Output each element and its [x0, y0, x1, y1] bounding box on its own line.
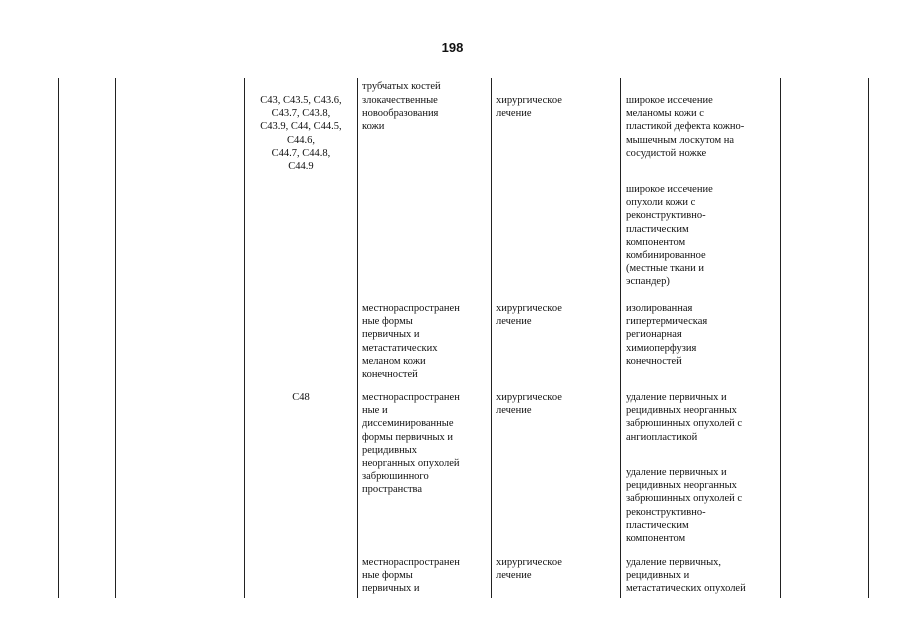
diagnosis-cell: местнораспространен ные формы первичных и метастатических меланом кожи конечностей — [362, 303, 460, 381]
method-cell: удаление первичных и рецидивных неорганных забрюшинных опухолей с реконструктивно- пластическим компонентом — [626, 467, 743, 545]
diagnosis-cell: местнораспространен ные формы первичных и — [362, 557, 460, 595]
column-divider — [491, 78, 492, 598]
treatment-cell: хирургическое лечение — [496, 392, 562, 417]
treatment-cell: хирургическое лечение — [496, 95, 562, 120]
column-divider — [620, 78, 621, 598]
diagnosis-cell: трубчатых костей — [362, 81, 441, 92]
column-divider — [780, 78, 781, 598]
method-cell: удаление первичных, рецидивных и метастатических опухолей — [626, 557, 746, 595]
method-cell: широкое иссечение меланомы кожи с пластикой дефекта кожно- мышечным лоскутом на сосудистой ножке — [626, 95, 745, 159]
column-divider — [58, 78, 59, 598]
icd-codes-cell: C48 — [292, 392, 310, 403]
page-number: 198 — [441, 40, 464, 55]
method-cell: широкое иссечение опухоли кожи с реконструктивно- пластическим компонентом комбинированное (местные ткани и эспандер) — [626, 184, 713, 288]
column-divider — [244, 78, 245, 598]
diagnosis-cell: злокачественные новообразования кожи — [362, 95, 439, 133]
treatment-cell: хирургическое лечение — [496, 557, 562, 582]
column-divider — [357, 78, 358, 598]
method-cell: изолированная гипертермическая регионарная химиоперфузия конечностей — [626, 303, 708, 367]
method-cell: удаление первичных и рецидивных неорганных забрюшинных опухолей с ангиопластикой — [626, 392, 743, 443]
column-divider — [115, 78, 116, 598]
column-divider — [868, 78, 869, 598]
icd-codes-cell: C43, C43.5, C43.6, C43.7, C43.8, C43.9, C44, C44.5, C44.6, C44.7, C44.8, C44.9 — [260, 95, 342, 173]
treatment-cell: хирургическое лечение — [496, 303, 562, 328]
diagnosis-cell: местнораспространен ные и диссеминированные формы первичных и рецидивных неорганных опухолей забрюшинного пространства — [362, 392, 460, 496]
